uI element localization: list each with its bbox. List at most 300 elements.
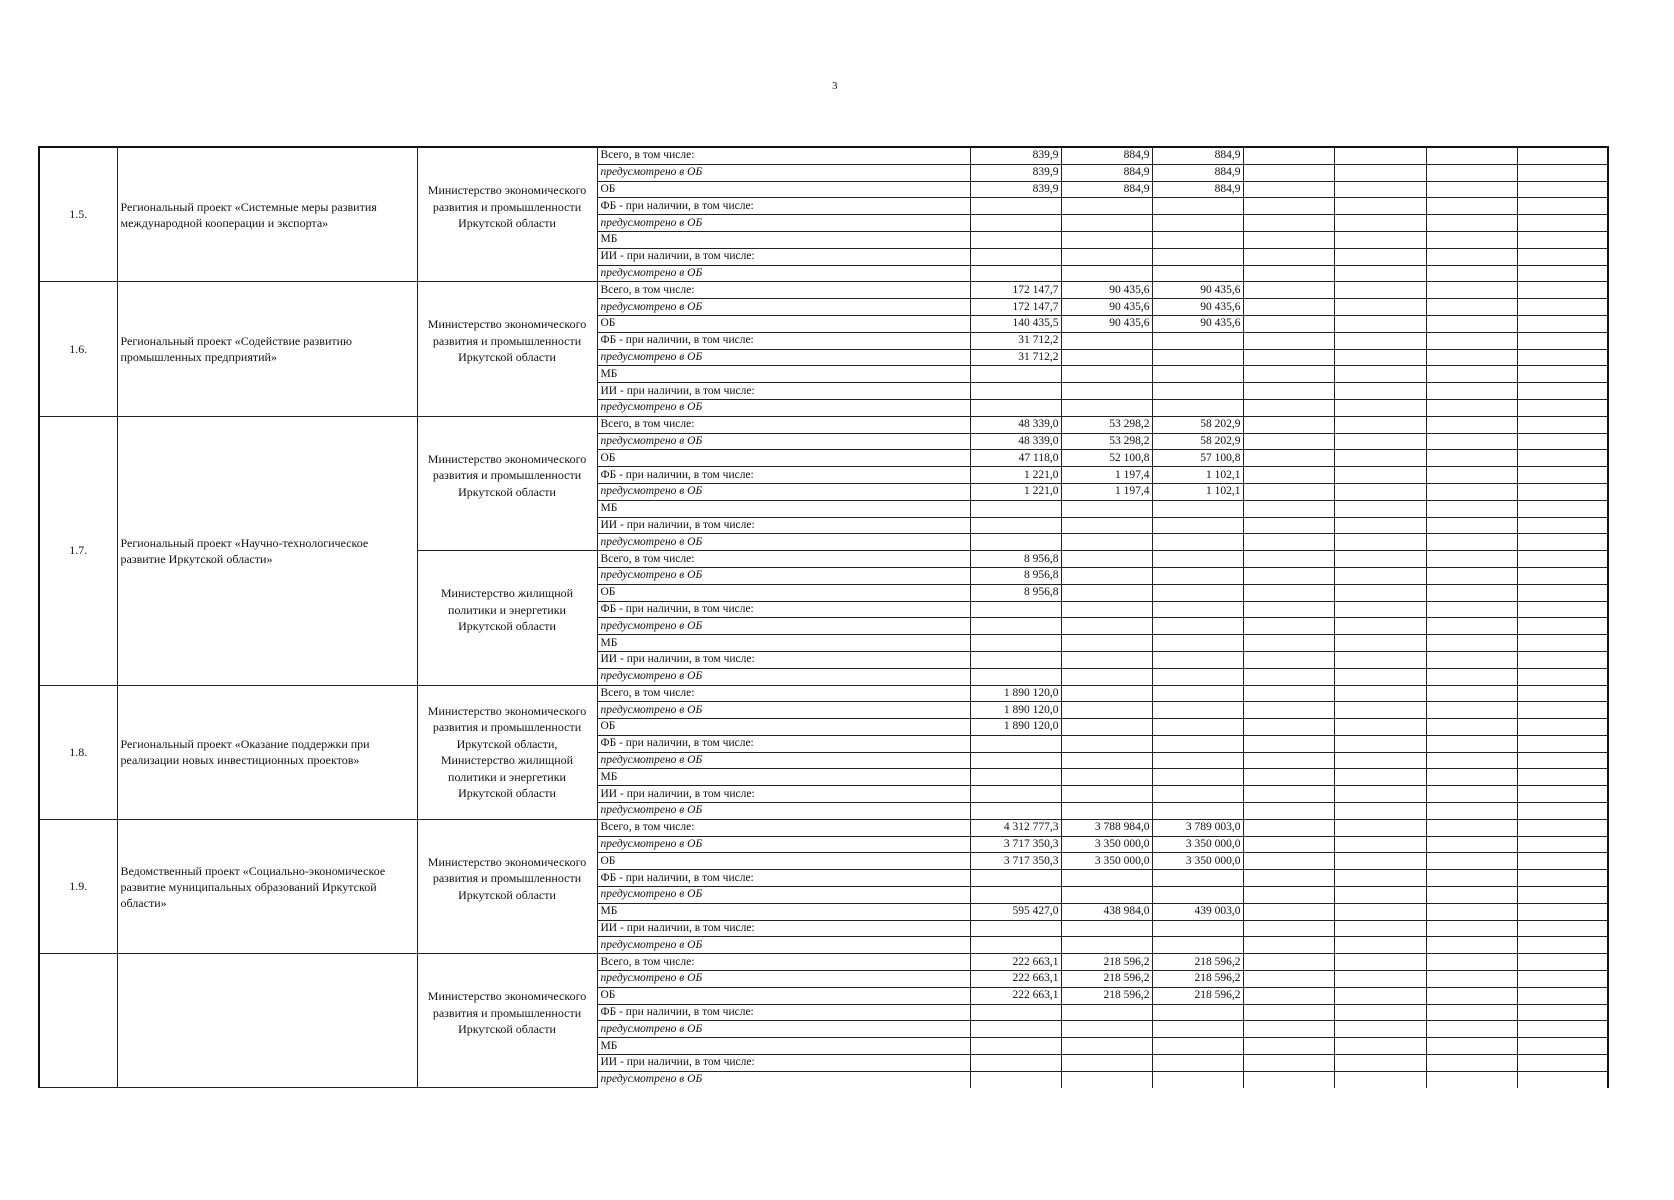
- empty-cell: [1426, 903, 1517, 920]
- empty-cell: [1517, 668, 1608, 685]
- amount-cell: [1061, 786, 1152, 803]
- amount-cell: [970, 265, 1061, 282]
- amount-cell: [970, 198, 1061, 215]
- funding-source-label: ОБ: [597, 987, 970, 1004]
- amount-cell: [1061, 635, 1152, 652]
- empty-cell: [1334, 584, 1426, 601]
- empty-cell: [1517, 500, 1608, 517]
- amount-cell: 222 663,1: [970, 971, 1061, 988]
- amount-cell: [1061, 1071, 1152, 1087]
- empty-cell: [1517, 1071, 1608, 1087]
- amount-cell: [1061, 752, 1152, 769]
- empty-cell: [1334, 399, 1426, 416]
- empty-cell: [1334, 685, 1426, 702]
- empty-cell: [1517, 299, 1608, 316]
- funding-source-label: ФБ - при наличии, в том числе:: [597, 870, 970, 887]
- amount-cell: [1152, 685, 1243, 702]
- empty-cell: [1243, 450, 1334, 467]
- empty-cell: [1426, 164, 1517, 181]
- funding-source-label: предусмотрено в ОБ: [597, 1021, 970, 1038]
- empty-cell: [1517, 467, 1608, 484]
- empty-cell: [1426, 181, 1517, 198]
- empty-cell: [1426, 282, 1517, 299]
- amount-cell: 218 596,2: [1152, 987, 1243, 1004]
- empty-cell: [1334, 315, 1426, 332]
- empty-cell: [1517, 702, 1608, 719]
- amount-cell: [1152, 752, 1243, 769]
- empty-cell: [1426, 450, 1517, 467]
- empty-cell: [1517, 215, 1608, 232]
- amount-cell: [970, 1055, 1061, 1072]
- empty-cell: [1517, 803, 1608, 820]
- amount-cell: [970, 500, 1061, 517]
- amount-cell: [1061, 651, 1152, 668]
- amount-cell: 3 789 003,0: [1152, 819, 1243, 836]
- funding-source-label: ОБ: [597, 450, 970, 467]
- empty-cell: [1243, 651, 1334, 668]
- empty-cell: [1426, 920, 1517, 937]
- empty-cell: [1517, 920, 1608, 937]
- empty-cell: [1426, 651, 1517, 668]
- empty-cell: [1243, 467, 1334, 484]
- executor-name: Министерство экономического развития и промышленности Иркутской области: [417, 954, 597, 1088]
- empty-cell: [1334, 618, 1426, 635]
- amount-cell: [1152, 719, 1243, 736]
- amount-cell: [970, 635, 1061, 652]
- table-row: [39, 685, 1608, 702]
- empty-cell: [1426, 500, 1517, 517]
- amount-cell: [1061, 702, 1152, 719]
- funding-source-label: ОБ: [597, 584, 970, 601]
- amount-cell: [970, 601, 1061, 618]
- amount-cell: [1061, 551, 1152, 568]
- amount-cell: [1152, 215, 1243, 232]
- funding-source-label: МБ: [597, 500, 970, 517]
- amount-cell: 884,9: [1152, 181, 1243, 198]
- amount-cell: 218 596,2: [1061, 971, 1152, 988]
- project-name: Региональный проект «Содействие развитию промышленных предприятий»: [117, 282, 417, 416]
- amount-cell: [1152, 920, 1243, 937]
- empty-cell: [1334, 735, 1426, 752]
- amount-cell: [1061, 1021, 1152, 1038]
- empty-cell: [1243, 315, 1334, 332]
- empty-cell: [1334, 601, 1426, 618]
- empty-cell: [1334, 366, 1426, 383]
- amount-cell: 1 197,4: [1061, 483, 1152, 500]
- amount-cell: 172 147,7: [970, 299, 1061, 316]
- empty-cell: [1334, 752, 1426, 769]
- funding-source-label: предусмотрено в ОБ: [597, 433, 970, 450]
- amount-cell: [1061, 366, 1152, 383]
- empty-cell: [1243, 567, 1334, 584]
- empty-cell: [1243, 215, 1334, 232]
- amount-cell: [1061, 198, 1152, 215]
- empty-cell: [1334, 332, 1426, 349]
- budget-table: [38, 146, 1609, 1088]
- empty-cell: [1334, 971, 1426, 988]
- empty-cell: [1517, 164, 1608, 181]
- empty-cell: [1517, 483, 1608, 500]
- empty-cell: [1517, 719, 1608, 736]
- empty-cell: [1517, 551, 1608, 568]
- funding-source-label: предусмотрено в ОБ: [597, 702, 970, 719]
- table-row: [39, 147, 1608, 164]
- empty-cell: [1334, 987, 1426, 1004]
- amount-cell: 884,9: [1061, 181, 1152, 198]
- empty-cell: [1334, 567, 1426, 584]
- empty-cell: [1243, 231, 1334, 248]
- amount-cell: [970, 618, 1061, 635]
- amount-cell: 8 956,8: [970, 567, 1061, 584]
- empty-cell: [1334, 702, 1426, 719]
- empty-cell: [1243, 903, 1334, 920]
- amount-cell: 58 202,9: [1152, 416, 1243, 433]
- funding-source-label: предусмотрено в ОБ: [597, 887, 970, 904]
- funding-source-label: МБ: [597, 903, 970, 920]
- empty-cell: [1517, 181, 1608, 198]
- amount-cell: 47 118,0: [970, 450, 1061, 467]
- empty-cell: [1517, 601, 1608, 618]
- amount-cell: [1061, 349, 1152, 366]
- amount-cell: 218 596,2: [1152, 971, 1243, 988]
- funding-source-label: ОБ: [597, 181, 970, 198]
- amount-cell: 48 339,0: [970, 416, 1061, 433]
- empty-cell: [1426, 702, 1517, 719]
- empty-cell: [1243, 769, 1334, 786]
- funding-source-label: МБ: [597, 366, 970, 383]
- amount-cell: [1152, 248, 1243, 265]
- amount-cell: 1 890 120,0: [970, 702, 1061, 719]
- amount-cell: 1 221,0: [970, 483, 1061, 500]
- item-number: 1.8.: [39, 685, 117, 819]
- amount-cell: 4 312 777,3: [970, 819, 1061, 836]
- funding-source-label: МБ: [597, 1038, 970, 1055]
- page-number: 3: [832, 80, 838, 92]
- empty-cell: [1243, 937, 1334, 954]
- funding-source-label: ОБ: [597, 315, 970, 332]
- empty-cell: [1426, 987, 1517, 1004]
- amount-cell: [1152, 231, 1243, 248]
- amount-cell: 222 663,1: [970, 954, 1061, 971]
- empty-cell: [1334, 954, 1426, 971]
- amount-cell: [1152, 668, 1243, 685]
- empty-cell: [1517, 819, 1608, 836]
- empty-cell: [1426, 735, 1517, 752]
- funding-source-label: ИИ - при наличии, в том числе:: [597, 383, 970, 400]
- empty-cell: [1517, 1004, 1608, 1021]
- amount-cell: 8 956,8: [970, 551, 1061, 568]
- amount-cell: [1152, 635, 1243, 652]
- empty-cell: [1426, 887, 1517, 904]
- amount-cell: [1152, 601, 1243, 618]
- amount-cell: 90 435,6: [1061, 315, 1152, 332]
- empty-cell: [1517, 769, 1608, 786]
- empty-cell: [1243, 299, 1334, 316]
- empty-cell: [1243, 635, 1334, 652]
- amount-cell: [1152, 349, 1243, 366]
- amount-cell: [1061, 920, 1152, 937]
- amount-cell: [970, 517, 1061, 534]
- empty-cell: [1334, 467, 1426, 484]
- amount-cell: [1152, 500, 1243, 517]
- empty-cell: [1334, 887, 1426, 904]
- empty-cell: [1243, 399, 1334, 416]
- amount-cell: [1152, 517, 1243, 534]
- amount-cell: 439 003,0: [1152, 903, 1243, 920]
- empty-cell: [1243, 920, 1334, 937]
- amount-cell: [1061, 719, 1152, 736]
- amount-cell: [970, 786, 1061, 803]
- empty-cell: [1517, 349, 1608, 366]
- empty-cell: [1426, 383, 1517, 400]
- amount-cell: 1 197,4: [1061, 467, 1152, 484]
- empty-cell: [1517, 1055, 1608, 1072]
- empty-cell: [1426, 819, 1517, 836]
- funding-source-label: предусмотрено в ОБ: [597, 618, 970, 635]
- amount-cell: [970, 383, 1061, 400]
- empty-cell: [1426, 198, 1517, 215]
- empty-cell: [1243, 836, 1334, 853]
- empty-cell: [1243, 853, 1334, 870]
- amount-cell: [970, 668, 1061, 685]
- amount-cell: [1061, 399, 1152, 416]
- amount-cell: 884,9: [1152, 164, 1243, 181]
- empty-cell: [1517, 315, 1608, 332]
- empty-cell: [1517, 735, 1608, 752]
- table-row: [39, 416, 1608, 433]
- empty-cell: [1334, 1038, 1426, 1055]
- amount-cell: [1152, 618, 1243, 635]
- empty-cell: [1426, 299, 1517, 316]
- empty-cell: [1243, 735, 1334, 752]
- amount-cell: [1152, 803, 1243, 820]
- empty-cell: [1426, 467, 1517, 484]
- empty-cell: [1517, 685, 1608, 702]
- empty-cell: [1426, 786, 1517, 803]
- empty-cell: [1243, 349, 1334, 366]
- empty-cell: [1243, 551, 1334, 568]
- empty-cell: [1334, 534, 1426, 551]
- amount-cell: [970, 248, 1061, 265]
- empty-cell: [1334, 870, 1426, 887]
- empty-cell: [1517, 635, 1608, 652]
- amount-cell: [970, 887, 1061, 904]
- empty-cell: [1517, 971, 1608, 988]
- amount-cell: 31 712,2: [970, 332, 1061, 349]
- empty-cell: [1334, 786, 1426, 803]
- amount-cell: 3 350 000,0: [1061, 853, 1152, 870]
- empty-cell: [1517, 265, 1608, 282]
- amount-cell: 839,9: [970, 147, 1061, 164]
- amount-cell: [1152, 399, 1243, 416]
- amount-cell: [970, 752, 1061, 769]
- empty-cell: [1243, 483, 1334, 500]
- empty-cell: [1243, 1071, 1334, 1087]
- amount-cell: [1061, 601, 1152, 618]
- amount-cell: [1152, 567, 1243, 584]
- executor-name: Министерство экономического развития и промышленности Иркутской области: [417, 416, 597, 550]
- empty-cell: [1517, 450, 1608, 467]
- funding-source-label: предусмотрено в ОБ: [597, 567, 970, 584]
- empty-cell: [1334, 265, 1426, 282]
- amount-cell: [1152, 366, 1243, 383]
- funding-source-label: предусмотрено в ОБ: [597, 299, 970, 316]
- amount-cell: 222 663,1: [970, 987, 1061, 1004]
- amount-cell: 1 890 120,0: [970, 719, 1061, 736]
- funding-source-label: предусмотрено в ОБ: [597, 836, 970, 853]
- empty-cell: [1426, 399, 1517, 416]
- funding-source-label: ИИ - при наличии, в том числе:: [597, 1055, 970, 1072]
- amount-cell: [1061, 668, 1152, 685]
- empty-cell: [1334, 416, 1426, 433]
- project-name: Региональный проект «Системные меры развития международной кооперации и экспорта»: [117, 147, 417, 282]
- empty-cell: [1243, 601, 1334, 618]
- empty-cell: [1334, 819, 1426, 836]
- empty-cell: [1426, 618, 1517, 635]
- empty-cell: [1426, 601, 1517, 618]
- empty-cell: [1334, 651, 1426, 668]
- funding-source-label: предусмотрено в ОБ: [597, 265, 970, 282]
- funding-source-label: предусмотрено в ОБ: [597, 937, 970, 954]
- amount-cell: [1061, 887, 1152, 904]
- amount-cell: [970, 803, 1061, 820]
- empty-cell: [1517, 853, 1608, 870]
- amount-cell: 884,9: [1152, 147, 1243, 164]
- empty-cell: [1517, 332, 1608, 349]
- empty-cell: [1243, 819, 1334, 836]
- funding-source-label: Всего, в том числе:: [597, 954, 970, 971]
- empty-cell: [1426, 1055, 1517, 1072]
- item-number: 1.7.: [39, 416, 117, 685]
- empty-cell: [1517, 651, 1608, 668]
- empty-cell: [1426, 483, 1517, 500]
- empty-cell: [1334, 1004, 1426, 1021]
- empty-cell: [1517, 937, 1608, 954]
- amount-cell: [970, 366, 1061, 383]
- empty-cell: [1243, 248, 1334, 265]
- empty-cell: [1517, 282, 1608, 299]
- empty-cell: [1426, 349, 1517, 366]
- empty-cell: [1426, 147, 1517, 164]
- empty-cell: [1426, 752, 1517, 769]
- empty-cell: [1517, 887, 1608, 904]
- funding-source-label: предусмотрено в ОБ: [597, 534, 970, 551]
- amount-cell: 90 435,6: [1152, 299, 1243, 316]
- empty-cell: [1334, 1021, 1426, 1038]
- funding-source-label: Всего, в том числе:: [597, 147, 970, 164]
- amount-cell: [970, 215, 1061, 232]
- empty-cell: [1426, 870, 1517, 887]
- empty-cell: [1243, 164, 1334, 181]
- project-name: Региональный проект «Оказание поддержки при реализации новых инвестиционных проектов»: [117, 685, 417, 819]
- empty-cell: [1243, 332, 1334, 349]
- funding-source-label: предусмотрено в ОБ: [597, 349, 970, 366]
- empty-cell: [1334, 181, 1426, 198]
- empty-cell: [1426, 517, 1517, 534]
- empty-cell: [1334, 551, 1426, 568]
- funding-source-label: предусмотрено в ОБ: [597, 483, 970, 500]
- empty-cell: [1426, 248, 1517, 265]
- funding-source-label: ФБ - при наличии, в том числе:: [597, 332, 970, 349]
- empty-cell: [1243, 1021, 1334, 1038]
- empty-cell: [1517, 618, 1608, 635]
- amount-cell: 31 712,2: [970, 349, 1061, 366]
- amount-cell: 1 102,1: [1152, 467, 1243, 484]
- funding-source-label: предусмотрено в ОБ: [597, 399, 970, 416]
- funding-source-label: Всего, в том числе:: [597, 551, 970, 568]
- funding-source-label: ФБ - при наличии, в том числе:: [597, 198, 970, 215]
- empty-cell: [1334, 282, 1426, 299]
- empty-cell: [1334, 215, 1426, 232]
- funding-source-label: МБ: [597, 769, 970, 786]
- funding-source-label: предусмотрено в ОБ: [597, 1071, 970, 1087]
- amount-cell: [970, 1021, 1061, 1038]
- amount-cell: [1152, 584, 1243, 601]
- amount-cell: 3 350 000,0: [1152, 853, 1243, 870]
- empty-cell: [1334, 903, 1426, 920]
- amount-cell: [1152, 1038, 1243, 1055]
- empty-cell: [1426, 769, 1517, 786]
- amount-cell: [1152, 332, 1243, 349]
- empty-cell: [1243, 265, 1334, 282]
- amount-cell: [1061, 567, 1152, 584]
- amount-cell: [1061, 937, 1152, 954]
- amount-cell: 58 202,9: [1152, 433, 1243, 450]
- amount-cell: 218 596,2: [1061, 987, 1152, 1004]
- funding-source-label: предусмотрено в ОБ: [597, 164, 970, 181]
- empty-cell: [1243, 198, 1334, 215]
- amount-cell: [1061, 231, 1152, 248]
- amount-cell: [1152, 1021, 1243, 1038]
- empty-cell: [1243, 702, 1334, 719]
- empty-cell: [1426, 685, 1517, 702]
- empty-cell: [1426, 1021, 1517, 1038]
- empty-cell: [1334, 164, 1426, 181]
- empty-cell: [1517, 383, 1608, 400]
- amount-cell: [970, 870, 1061, 887]
- empty-cell: [1517, 987, 1608, 1004]
- amount-cell: 53 298,2: [1061, 433, 1152, 450]
- amount-cell: [1152, 735, 1243, 752]
- executor-name: Министерство жилищной политики и энергетики Иркутской области: [417, 551, 597, 685]
- empty-cell: [1334, 836, 1426, 853]
- table-row: [39, 819, 1608, 836]
- empty-cell: [1426, 231, 1517, 248]
- empty-cell: [1334, 769, 1426, 786]
- funding-source-label: ИИ - при наличии, в том числе:: [597, 248, 970, 265]
- amount-cell: [1152, 551, 1243, 568]
- empty-cell: [1243, 517, 1334, 534]
- empty-cell: [1243, 887, 1334, 904]
- amount-cell: [1152, 265, 1243, 282]
- funding-source-label: ФБ - при наличии, в том числе:: [597, 467, 970, 484]
- project-name: Ведомственный проект «Социально-экономическое развитие муниципальных образований Иркутской области»: [117, 819, 417, 953]
- executor-name: Министерство экономического развития и промышленности Иркутской области: [417, 282, 597, 416]
- empty-cell: [1517, 584, 1608, 601]
- empty-cell: [1426, 332, 1517, 349]
- empty-cell: [1334, 668, 1426, 685]
- empty-cell: [1243, 752, 1334, 769]
- amount-cell: [970, 534, 1061, 551]
- empty-cell: [1243, 534, 1334, 551]
- empty-cell: [1426, 416, 1517, 433]
- amount-cell: [1061, 1004, 1152, 1021]
- amount-cell: 53 298,2: [1061, 416, 1152, 433]
- amount-cell: [1061, 1038, 1152, 1055]
- empty-cell: [1426, 567, 1517, 584]
- empty-cell: [1426, 853, 1517, 870]
- amount-cell: 57 100,8: [1152, 450, 1243, 467]
